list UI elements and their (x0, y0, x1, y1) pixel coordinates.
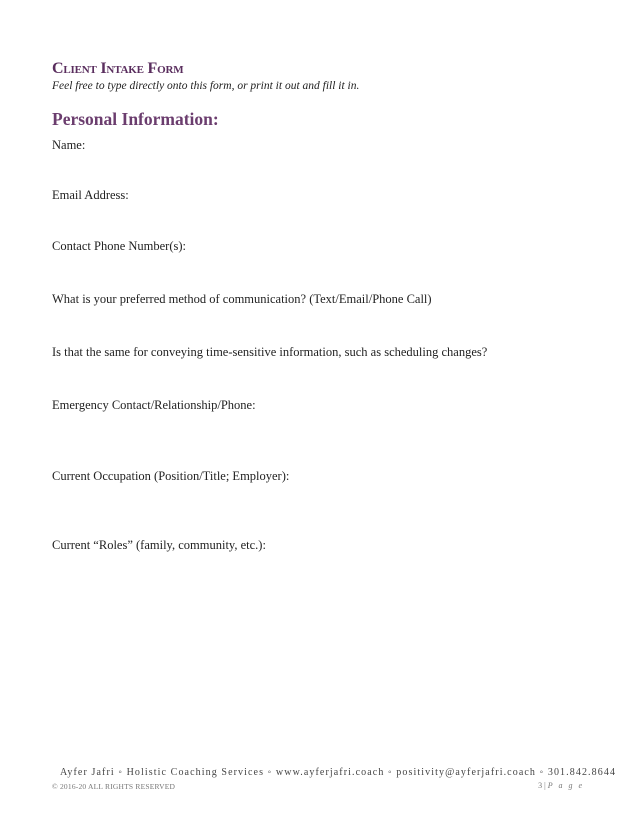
form-instructions: Feel free to type directly onto this form, or print it out and fill it in. (52, 80, 360, 92)
page-number-separator: | (542, 781, 548, 790)
field-label-communication-method: What is your preferred method of communication? (Text/Email/Phone Call) (52, 292, 432, 306)
footer-copyright: © 2016-20 ALL RIGHTS RESERVED (52, 782, 176, 791)
footer-contact-line: Ayfer Jafri ◦ Holistic Coaching Services ◦ www.ayferjafri.coach ◦ positivity@ayferjafri.coach ◦ 301.842.8644 (60, 767, 617, 778)
page-number-value: 3 (538, 781, 543, 790)
field-label-current-occupation: Current Occupation (Position/Title; Employer): (52, 469, 290, 483)
field-label-current-roles: Current “Roles” (family, community, etc.): (52, 538, 266, 552)
section-heading-personal-information: Personal Information: (52, 109, 219, 129)
page-word: P a g e (547, 781, 584, 790)
field-label-phone: Contact Phone Number(s): (52, 239, 187, 253)
field-label-time-sensitive-communication: Is that the same for conveying time-sensitive information, such as scheduling changes? (52, 345, 488, 359)
field-label-email: Email Address: (52, 188, 129, 202)
field-label-emergency-contact: Emergency Contact/Relationship/Phone: (52, 398, 256, 412)
field-label-name: Name: (52, 138, 86, 152)
form-title: Client Intake Form (52, 60, 184, 77)
footer-page-number (538, 781, 584, 790)
